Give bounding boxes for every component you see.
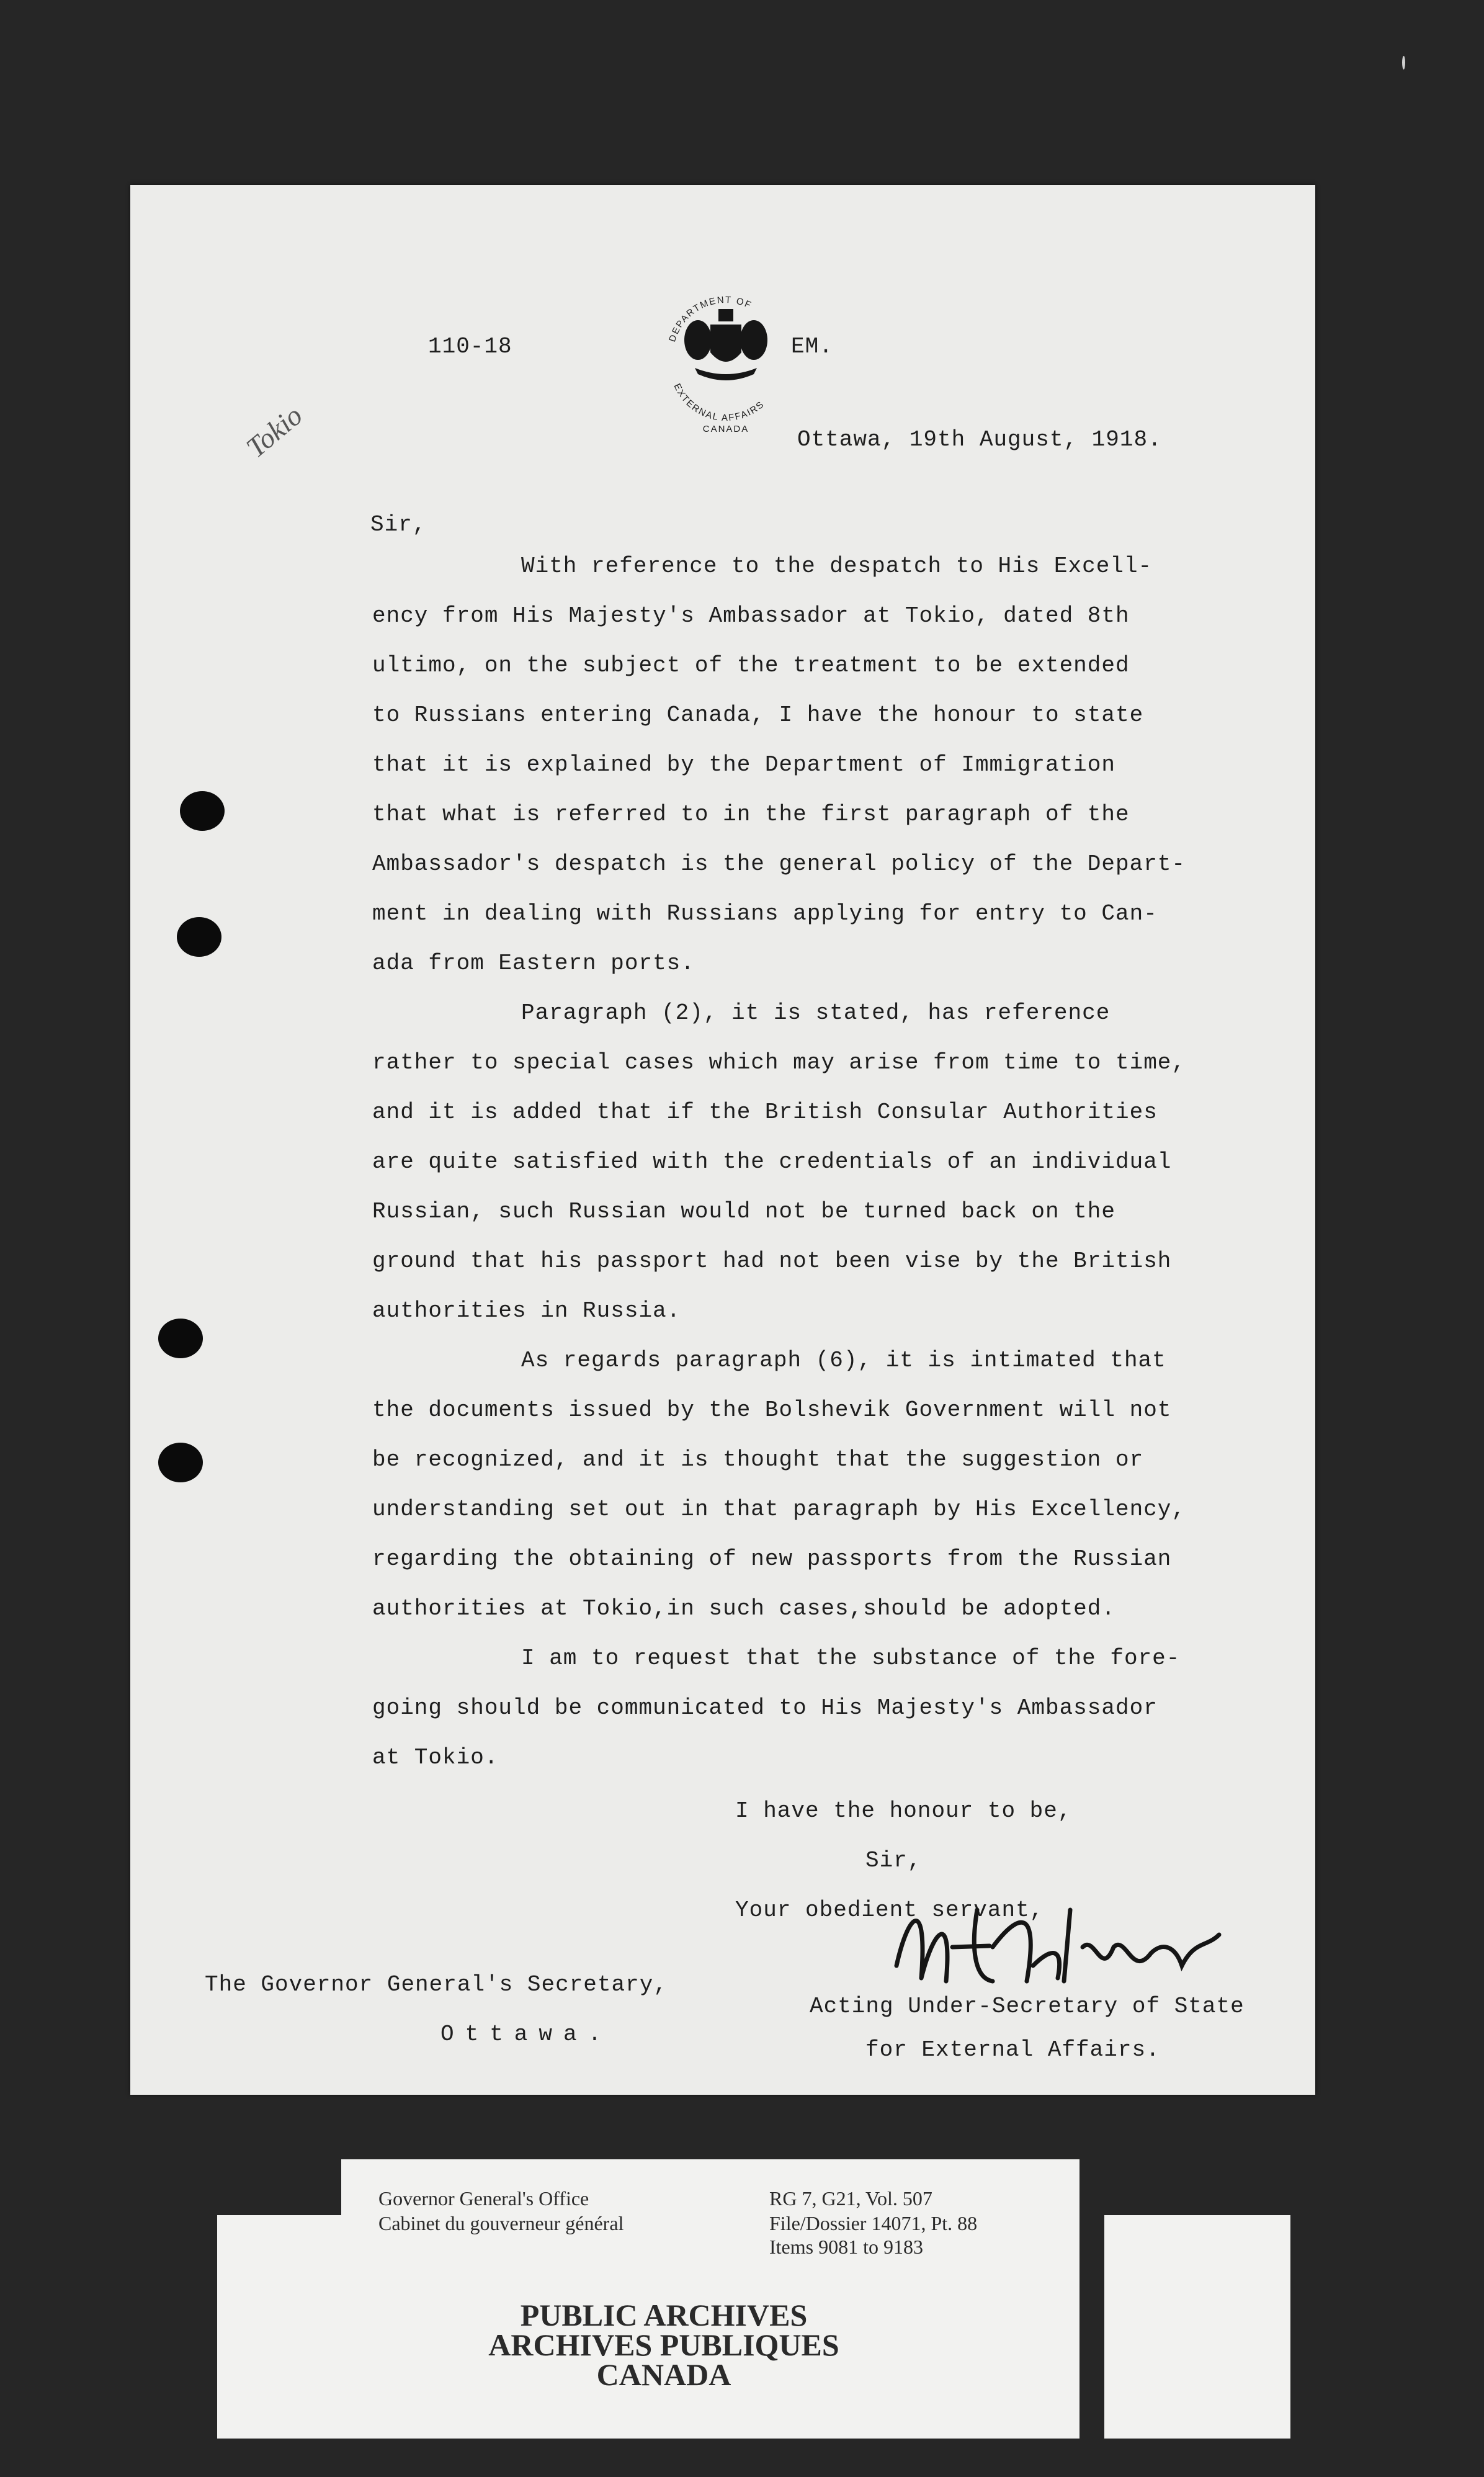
- label-tab-right: [1104, 2215, 1290, 2439]
- paragraph-4: I am to request that the substance of the fore- going should be communicated to His Majesty's Ambassador at Tokio.: [372, 1646, 1181, 1770]
- file-reference: 110-18: [428, 334, 512, 359]
- closing-line-2: Sir,: [865, 1848, 922, 1873]
- seal-country: CANADA: [702, 424, 749, 434]
- paragraph-1: With reference to the despatch to His Excell- ency from His Majesty's Ambassador at Tokio, dated 8th ultimo, on the subject of the treatment to be extended to Russians entering Canada, I have the honour to state that it is explained by the Department of Immigration that what is referred to in the first paragraph of the Ambassador's despatch is the general policy of the Depart- ment in dealing with Russians applying for entry to Can- ada from Eastern ports.: [372, 553, 1186, 976]
- letter-sheet: [130, 185, 1315, 2095]
- items-range: Items 9081 to 9183: [769, 2236, 923, 2258]
- office-en: Governor General's Office: [378, 2187, 589, 2210]
- date-line: Ottawa, 19th August, 1918.: [797, 427, 1162, 452]
- signatory-title-1: Acting Under-Secretary of State: [810, 1994, 1245, 2019]
- coat-of-arms-icon: [684, 309, 767, 380]
- letter-body: [372, 542, 1259, 1783]
- record-group: RG 7, G21, Vol. 507: [769, 2187, 932, 2210]
- handwritten-signature: [884, 1873, 1231, 2009]
- signatory-title-2: for External Affairs.: [865, 2037, 1160, 2063]
- closing-line-1: I have the honour to be,: [735, 1798, 1072, 1824]
- paragraph-3: As regards paragraph (6), it is intimated that the documents issued by the Bolshevik Government will not be recognized, and it is thought that the suggestion or understanding set out in that paragraph by His Excellency, regarding the obtaining of new passports from the Russian authorities at Tokio,in such cases,should be adopted.: [372, 1348, 1186, 1621]
- marginalia-text: Tokio: [239, 399, 308, 464]
- initials: EM.: [791, 334, 833, 359]
- archive-stamp-line-1: PUBLIC ARCHIVES: [520, 2298, 808, 2332]
- punch-hole: [158, 1319, 203, 1358]
- archive-label: [341, 2159, 1079, 2439]
- archive-stamp-line-3: CANADA: [596, 2357, 731, 2392]
- addressee-line-2: Ottawa.: [440, 2022, 613, 2047]
- file-dossier: File/Dossier 14071, Pt. 88: [769, 2212, 978, 2234]
- seal-top-text: DEPARTMENT OF: [667, 294, 754, 344]
- film-speck: [1402, 56, 1405, 69]
- addressee-line-1: The Governor General's Secretary,: [205, 1972, 668, 1997]
- handwritten-marginalia: [217, 346, 329, 470]
- closing-line-3: Your obedient servant,: [735, 1897, 1044, 1923]
- archive-stamp-line-2: ARCHIVES PUBLIQUES: [488, 2327, 839, 2362]
- punch-hole: [180, 791, 225, 831]
- department-seal: [651, 266, 800, 446]
- punch-hole: [158, 1443, 203, 1482]
- paragraph-2: Paragraph (2), it is stated, has reference rather to special cases which may arise from time to time, and it is added that if the British Consular Authorities are quite satisfied with the credentials of an individual Russian, such Russian would not be turned back on the ground that his passport had not been vise by the British authorities in Russia.: [372, 1000, 1186, 1324]
- salutation: Sir,: [370, 512, 427, 537]
- punch-hole: [177, 917, 221, 957]
- office-fr: Cabinet du gouverneur général: [378, 2212, 624, 2234]
- seal-bottom-text: EXTERNAL AFFAIRS: [671, 382, 767, 424]
